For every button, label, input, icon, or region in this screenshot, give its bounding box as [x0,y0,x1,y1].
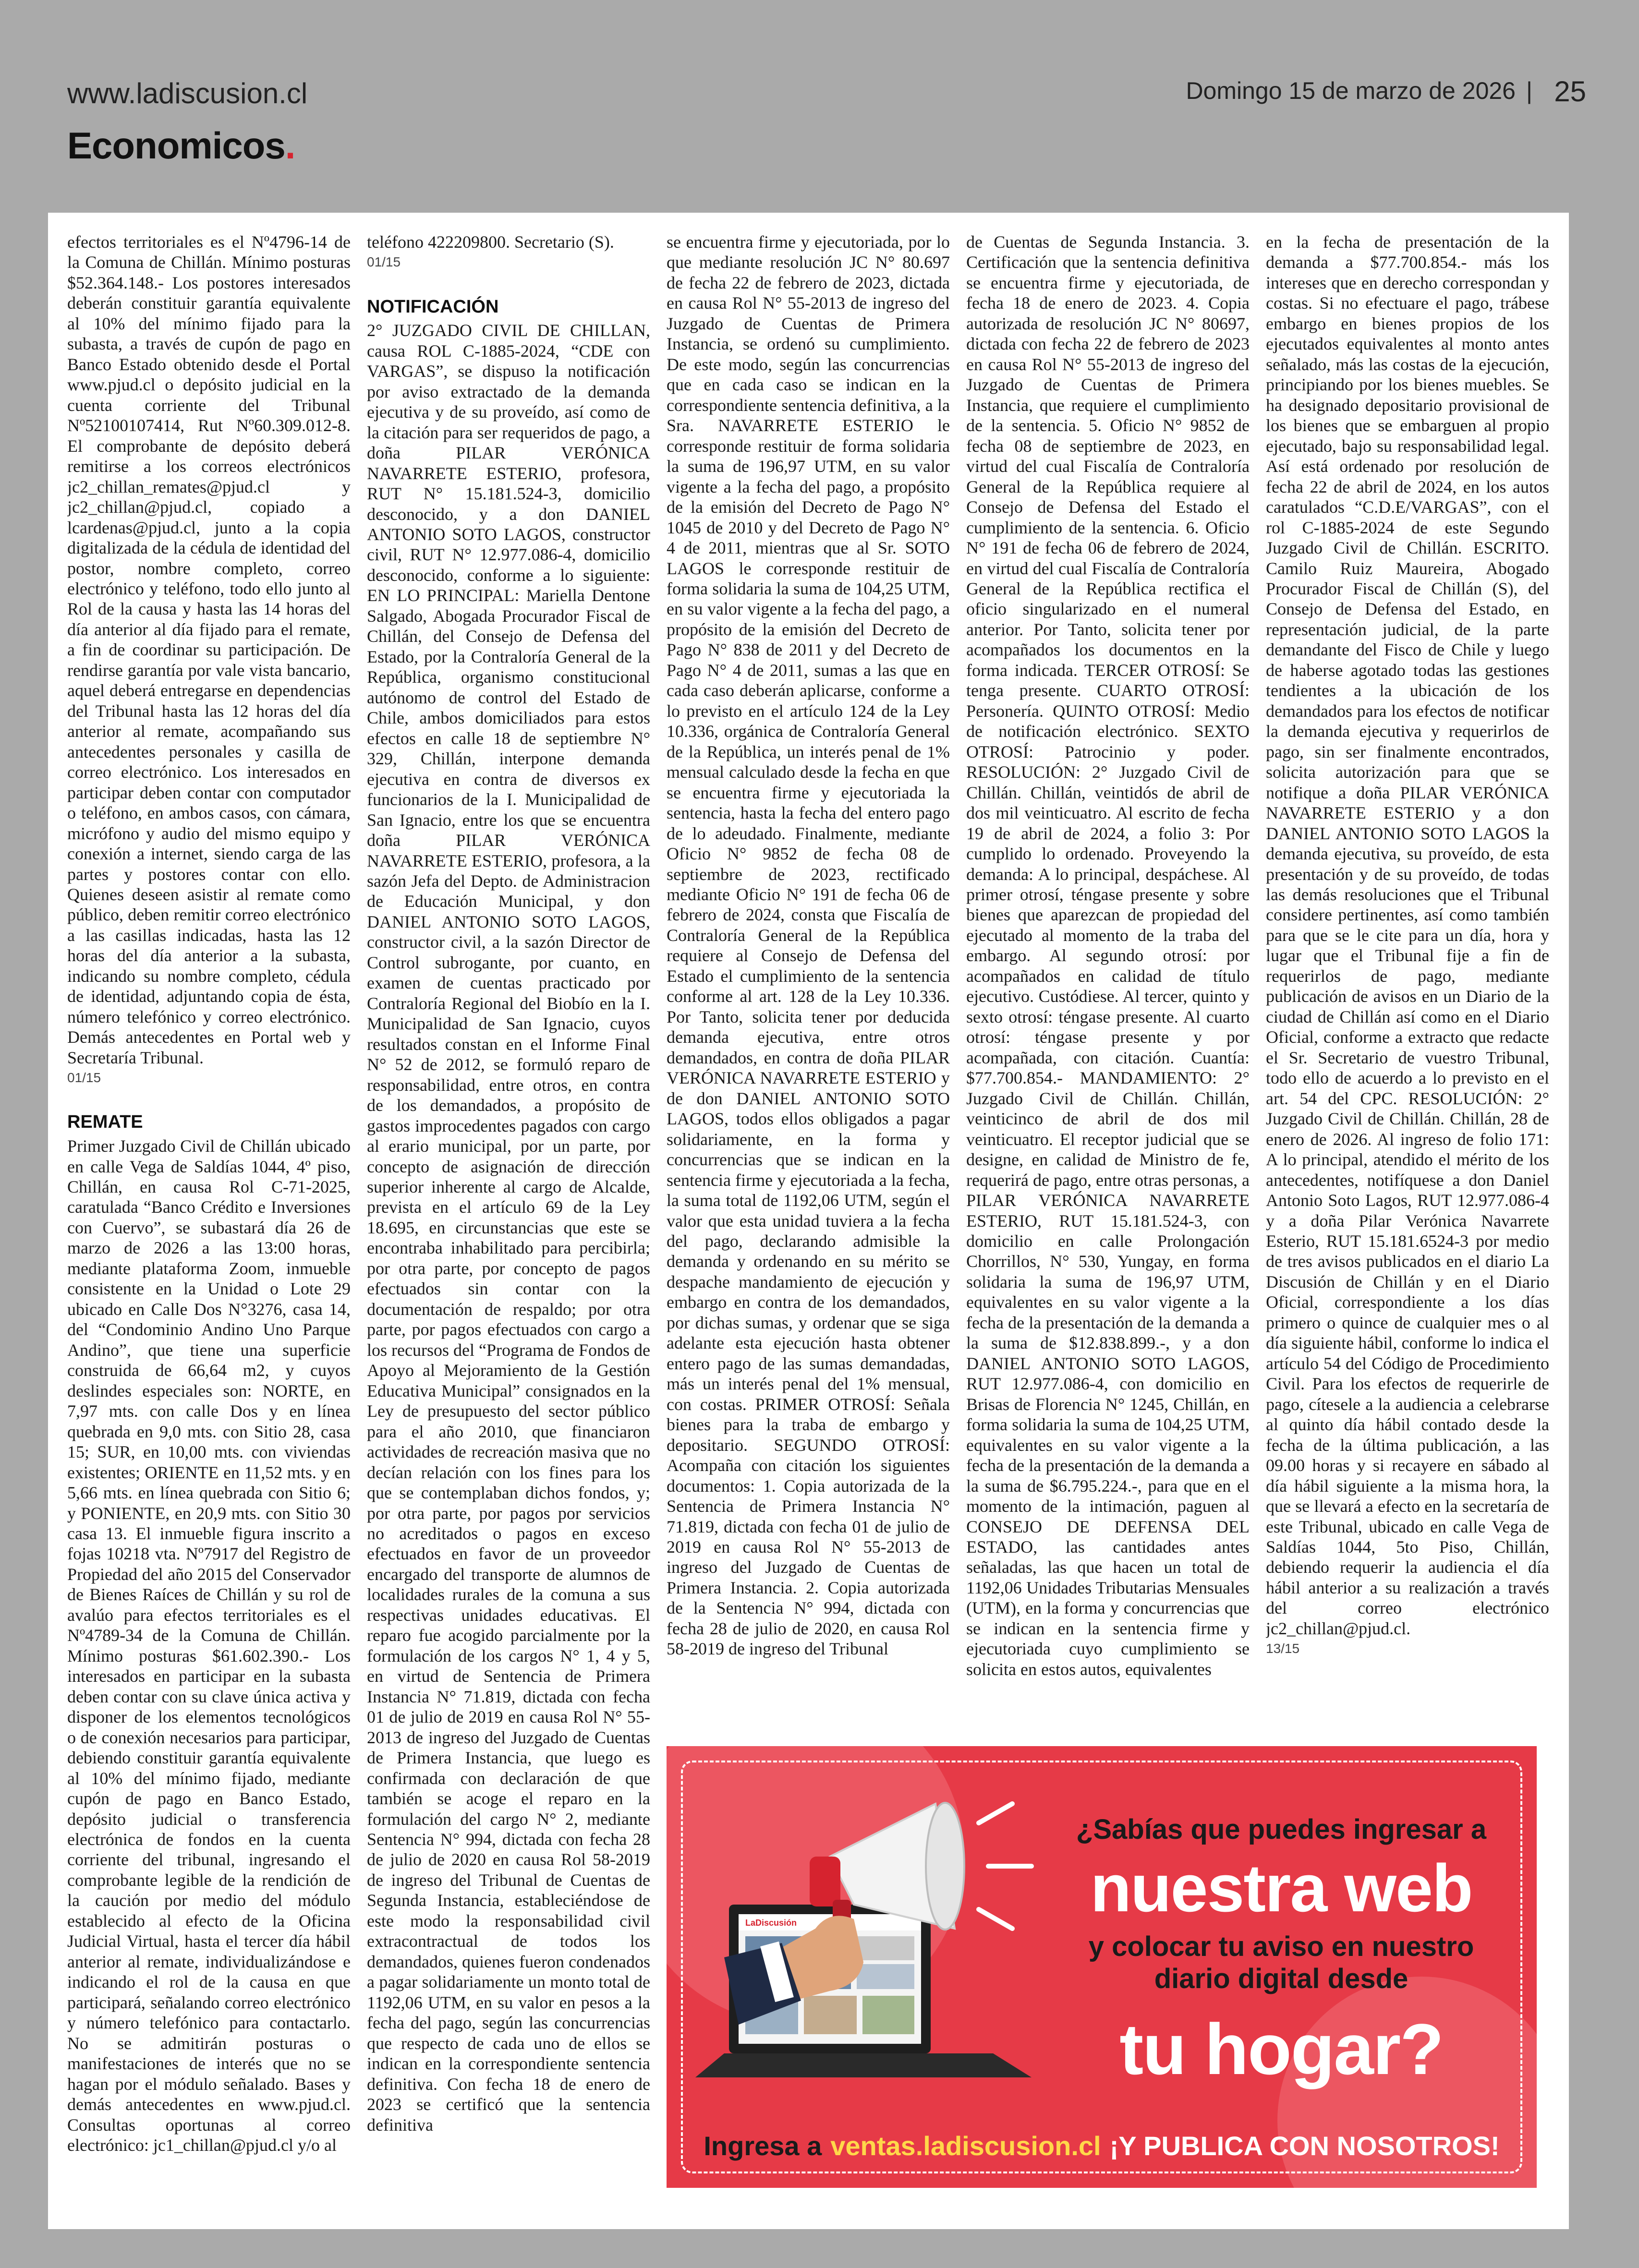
column-4 [966,232,1250,1711]
section-title-text: Economicos [67,124,285,167]
laptop-brand: LaDiscusión [745,1918,797,1928]
column-3 [667,232,950,1711]
remate-heading: REMATE [67,1112,143,1133]
date-text: Domingo 15 de marzo de 2026 [1186,77,1516,104]
notice-code: 13/15 [1266,1641,1300,1656]
section-title-dot: . [285,124,295,167]
site-url[interactable]: www.ladiscusion.cl [67,77,308,109]
remate-notice: Primer Juzgado Civil de Chillán ubicado en calle Vega de Saldías 1044, 4º piso, Chillán, en causa Rol C-71-2025, caratulada “Banco Crédito e Inversiones con Cuervo”, se subastará día 26 de marzo de 2026 a las 13:00 horas, mediante plataforma Zoom, inmueble consistente en la Unidad o Lote 29 ubicado en Calle Dos N°3276, casa 14, del “Condominio Andino Uno Parque Andino”, que tiene una superficie construida de 66,64 m2, y cuyos deslindes especiales son: NORTE, en 7,97 mts. con calle Dos y en línea quebrada en 9,0 mts. con Sitio 28, casa 15; SUR, en 10,00 mts. con viviendas existentes; ORIENTE en 11,52 mts. y en 5,66 mts. en línea quebrada con Sitio 6; y PONIENTE, en 20,9 mts. con Sitio 30 casa 13. El inmueble figura inscrito a fojas 10218 vta. Nº7917 del Registro de Propiedad del año 2015 del Conservador de Bienes Raíces de Chillán y su rol de avalúo para efectos territoriales es el Nº4789-34 de la Comuna de Chillán. Mínimo posturas $61.602.390.- Los interesados en participar en la subasta deben contar con su clave única activa y disponer de los elementos tecnológicos o de conexión necesarios para participar, debiendo constituir garantía equivalente al 10% del mínimo fijado, mediante cupón de pago en Banco Estado, depósito judicial o transferencia electrónica de fondos en la cuenta corriente del tribunal, ingresando el comprobante legible de la rendición de la caución por medio del módulo establecido al efecto de la Oficina Judicial Virtual, hasta el tercer día hábil anterior al remate, individualizándose e indicando el rol de la causa en que participará, señalando correo electrónico y número telefónico para contactarlo. No se admitirán posturas o manifestaciones de interés que no se hagan por el módulo señalado. Bases y demás antecedentes en www.pjud.cl. Consultas oportunas al correo electrónico: jc1_chillan@pjud.cl y/o al [67,1136,351,2155]
ad-question-line-1: ¿Sabías que puedes ingresar a [1076,1814,1487,1845]
section-title [67,124,295,168]
web-ad-banner[interactable] [667,1746,1537,2188]
notificacion-continuation: se encuentra firme y ejecutoriada, por lo que mediante resolución JC N° 80.697 de fecha 22 de febrero de 2023, dictada en causa Rol N° 55-2013 de ingreso del Juzgado de Cuentas de Primera Instancia, se ordenó su cumplimiento. De este modo, según las concurrencias que en cada caso se indican en la correspondiente sentencia definitiva, a la Sra. NAVARRETE ESTERIO le corresponde restituir de forma solidaria la suma de 196,97 UTM, en su valor vigente a la fecha del pago, a propósito de la emisión del Decreto de Pago N° 1045 de 2010 y del Decreto de Pago N° 4 de 2011, mientras que al Sr. SOTO LAGOS le corresponde restituir de forma solidaria la suma de 104,25 UTM, en su valor vigente a la fecha del pago, a propósito de la emisión del Decreto de Pago N° 838 de 2011 y del Decreto de Pago N° 4 de 2011, sumas a las que en cada caso deberán aplicarse, conforme a lo previsto en el artículo 124 de la Ley 10.336, orgánica de Contraloría General de la República, un interés penal de 1% mensual calculado desde la fecha en que se encuentra firme y ejecutoriada la sentencia, hasta la fecha del entero pago de lo adeudado. Finalmente, mediante Oficio N° 9852 de fecha 08 de septiembre de 2023, rectificado mediante Oficio N° 191 de fecha 06 de febrero de 2024, consta que Fiscalía de Contraloría General de la República requiere al Consejo de Defensa del Estado el cumplimiento de la sentencia conforme al art. 128 de la Ley 10.336. Por Tanto, solicita tener por deducida demanda ejecutiva, entre otros demandados, en contra de doña PILAR VERÓNICA NAVARRETE ESTERIO y de don DANIEL ANTONIO SOTO LAGOS, todos ellos obligados a pagar solidariamente, en la forma y concurrencias que se indican en la sentencia firme y ejecutoriada a la fecha, la suma total de 1192,06 UTM, según el valor que esta unidad tuviera a la fecha del pago, declarando admisible la demanda y ordenando en su mérito se despache mandamiento de ejecución y embargo en contra de los demandados, por dichas sumas, y ordenar que se siga adelante esta ejecución hasta obtener entero pago de las sumas demandadas, más un interés penal del 1% mensual, con costas. PRIMER OTROSÍ: Señala bienes para la traba de embargo y depositario. SEGUNDO OTROSÍ: Acompaña con citación los siguientes documentos: 1. Copia autorizada de la Sentencia de Primera Instancia N° 71.819, dictada con fecha 01 de julio de 2019 en causa Rol N° 55-2013 de ingreso del Juzgado de Cuentas de Primera Instancia. 2. Copia autorizada de la Sentencia N° 994, dictada con fecha 28 de julio de 2020, en causa Rol 58-2019 de ingreso del Tribunal [667,232,950,1659]
column-2 [367,232,650,2210]
laptop-megaphone-illustration [695,1785,1060,2097]
notice-code: 01/15 [67,1070,101,1086]
ad-call-to-action: ¡Y PUBLICA CON NOSOTROS! [1109,2131,1500,2161]
notificacion-continuation: de Cuentas de Segunda Instancia. 3. Certificación que la sentencia definitiva se encuentra firme y ejecutoriada, de fecha 18 de enero de 2023. 4. Copia autorizada de resolución JC N° 80697, dictada con fecha 22 de febrero de 2023 en causa Rol N° 55-2013 de ingreso del Juzgado de Cuentas de Primera Instancia, que requiere el cumplimiento de la sentencia. 5. Oficio N° 9852 de fecha 08 de septiembre de 2023, en virtud del cual Fiscalía de Contraloría General de la República requiere al Consejo de Defensa del Estado el cumplimiento de la sentencia. 6. Oficio N° 191 de fecha 06 de febrero de 2024, en virtud del cual Fiscalía de Contraloría General de la República rectifica el oficio singularizado en el numeral anterior. Por Tanto, solicita tener por acompañados los documentos en la forma indicada. TERCER OTROSÍ: Se tenga presente. CUARTO OTROSÍ: Personería. QUINTO OTROSÍ: Medio de notificación electrónico. SEXTO OTROSÍ: Patrocinio y poder. RESOLUCIÓN: 2° Juzgado Civil de Chillán. Chillán, veintidós de abril de dos mil veinticuatro. Al escrito de fecha 19 de abril de 2024, a folio 3: Por cumplido lo ordenado. Proveyendo la demanda: A lo principal, despáchese. Al primer otrosí, téngase presente y sobre bienes que aparezcan de propiedad del ejecutado al momento de la traba del embargo. Al segundo otrosí: por acompañados en calidad de título ejecutivo. Custódiese. Al tercer, quinto y sexto otrosí: téngase presente. Al cuarto otrosí: téngase presente y por acompañada, con citación. Cuantía: $77.700.854.- MANDAMIENTO: 2° Juzgado Civil de Chillán. Chillán, veinticinco de abril de dos mil veinticuatro. El receptor judicial que se designe, en calidad de Ministro de fe, requerirá de pago, entre otras personas, a PILAR VERÓNICA NAVARRETE ESTERIO, RUT 15.181.524-3, con domicilio en calle Prolongación Chorrillos, N° 530, Yungay, en forma solidaria la suma de 196,97 UTM, equivalentes en su valor vigente a la fecha de la presentación de la demanda a la suma de $12.838.899.-, y a don DANIEL ANTONIO SOTO LAGOS, RUT 12.977.086-4, con domicilio en Brisas de Florencia N° 1245, Chillán, en forma solidaria la suma de 104,25 UTM, equivalentes en su valor vigente a la fecha de la presentación de la demanda a la suma de $6.795.224.-, para que en el momento de la intimación, paguen al CONSEJO DE DEFENSA DEL ESTADO, las cantidades antes señaladas, las que hacen un total de 1192,06 Unidades Tributarias Mensuales (UTM), en la forma y concurrencias que se indican en la sentencia firme y ejecutoriada cuyo cumplimiento se solicita en estos autos, equivalentes [966,232,1250,1679]
notice-continuation: efectos territoriales es el Nº4796-14 de la Comuna de Chillán. Mínimo posturas $52.364.148.- Los postores interesados deberán constituir garantía equivalente al 10% del mínimo fijado para la subasta, a través de cupón de pago en Banco Estado obtenido desde el Portal www.pjud.cl o depósito judicial en la cuenta corriente del Tribunal Nº52100107414, Rut Nº60.309.012-8. El comprobante de depósito deberá remitirse a los correos electrónicos jc2_chillan_remates@pjud.cl y jc2_chillan@pjud.cl, copiado a lcardenas@pjud.cl, junto a la copia digitalizada de la cédula de identidad del postor, nombre completo, correo electrónico y teléfono, todo ello junto al Rol de la causa y hasta las 14 horas del día anterior al día fijado para el remate, a fin de coordinar su participación. De rendirse garantía por vale vista bancario, aquel deberá entregarse en dependencias del Tribunal hasta las 12 horas del día anterior al remate, acompañando sus antecedentes personales y casilla de correo electrónico. Los interesados en participar deben contar con computador o teléfono, en ambos casos, con cámara, micrófono y audio del mismo equipo y conexión a internet, siendo carga de las partes y postores contar con ello. Quienes deseen asistir al remate como público, deben remitir correo electrónico a las casillas indicadas, hasta las 12 horas del día anterior a la subasta, indicando su nombre completo, cédula de identidad, adjuntando copia de ésta, número telefónico y correo electrónico. Demás antecedentes en Portal web y Secretaría Tribunal. [67,232,351,1067]
ad-question-line-2: y colocar tu aviso en nuestro diario digital desde [1088,1931,1474,1994]
column-1 [67,232,351,2210]
ad-sales-link[interactable]: ventas.ladiscusion.cl [830,2131,1101,2161]
ad-headline-home: tu hogar? [1119,2009,1443,2089]
ad-headline-web: nuestra web [1090,1850,1472,1926]
notificacion-notice: 2° JUZGADO CIVIL DE CHILLAN, causa ROL C-1885-2024, “CDE con VARGAS”, se dispuso la notificación por aviso extractado de la demanda ejecutiva y de su proveído, así como de la citación para ser requeridos de pago, a doña PILAR VERÓNICA NAVARRETE ESTERIO, profesora, RUT N° 15.181.524-3, domicilio desconocido, y a don DANIEL ANTONIO SOTO LAGOS, constructor civil, RUT N° 12.977.086-4, domicilio desconocido, conforme a lo siguiente: EN LO PRINCIPAL: Mariella Dentone Salgado, Abogada Procurador Fiscal de Chillán, del Consejo de Defensa del Estado, por la Contraloría General de la República, organismo constitucional autónomo de control del Estado de Chile, ambos domiciliados para estos efectos en calle 18 de septiembre N° 329, Chillán, interpone demanda ejecutiva en contra de diversos ex funcionarios de la I. Municipalidad de San Ignacio, entre los que se encuentra doña PILAR VERÓNICA NAVARRETE ESTERIO, profesora, a la sazón Jefa del Depto. de Administracion de Educación Municipal, y don DANIEL ANTONIO SOTO LAGOS, constructor civil, a la sazón Director de Control subrogante, por cuanto, en examen de cuentas practicado por Contraloría Regional del Biobío en la I. Municipalidad de San Ignacio, cuyos resultados constan en el Informe Final N° 52 de 2012, se formuló reparo de responsabilidad, entre otros, en contra de los demandados, a propósito de gastos improcedentes pagados con cargo al erario municipal, por un parte, por concepto de asignación de dirección superior inherente al cargo de Alcalde, prevista en el artículo 69 de la Ley 18.695, en circunstancias que este se encontraba inhabilitado para percibirla; por otra parte, por concepto de pagos efectuados sin contar con la documentación de respaldo; por otra parte, por pagos efectuados con cargo a los recursos del “Programa de Fondos de Apoyo al Mejoramiento de la Gestión Educativa Municipal” consignados en la Ley de presupuesto del sector público para el año 2010, que financiaron actividades de recreación masiva que no decían relación con los fines para los que se contemplaban dichos fondos, y; por otra parte, por pagos por servicios no acreditados o pagos en exceso efectuados en favor de un proveedor encargado del transporte de alumnos de localidades rurales de la comuna a sus respectivas unidades educativas. El reparo fue acogido parcialmente por la formulación de los cargos N° 1, 4 y 5, en virtud de Sentencia de Primera Instancia N° 71.819, dictada con fecha 01 de julio de 2019 en causa Rol N° 55-2013 de ingreso del Juzgado de Cuentas de Primera Instancia, que luego es confirmada con declaración de que también se acoge el reparo en la formulación del cargo N° 2, mediante Sentencia N° 994, dictada con fecha 28 de julio de 2020 en causa Rol 58-2019 de ingreso del Tribunal de Cuentas de Segunda Instancia, estableciéndose de este modo la responsabilidad civil extracontractual de todos los demandados, quienes fueron condenados a pagar solidariamente un monto total de 1192,06 UTM, en su valor en pesos a la fecha del pago, según las concurrencias que respecto de cada uno de ellos se indican en la correspondiente sentencia definitiva. Con fecha 18 de enero de 2023 se certificó que la sentencia definitiva [367,321,650,2135]
notificacion-heading: NOTIFICACIÓN [367,296,499,317]
ad-footer [695,2130,1508,2161]
date-separator: | [1526,77,1532,104]
ad-footer-prefix: Ingresa a [704,2131,822,2161]
notice-continuation: teléfono 422209800. Secretario (S). [367,232,614,252]
page-number: 25 [1554,75,1586,108]
notificacion-continuation: en la fecha de presentación de la demanda a $77.700.854.- más los intereses que en derecho correspondan y costas. Si no efectuare el pago, trábese embargo en bienes propios de los ejecutados equivalentes al monto antes señalado, más las costas de la ejecución, principiando por los bienes muebles. Se ha designado depositario provisional de los bienes que se embarguen al propio ejecutado, bajo su responsabilidad legal. Así está ordenado por resolución de fecha 22 de abril de 2024, en los autos caratulados “C.D.E/VARGAS”, con el rol C-1885-2024 de este Segundo Juzgado Civil de Chillán. ESCRITO. Camilo Ruiz Maureira, Abogado Procurador Fiscal de Chillán (S), del Consejo de Defensa del Estado, en representación judicial, de la parte demandante del Fisco de Chile y luego de haberse agotado todas las gestiones tendientes a la ubicación de los demandados para los efectos de notificar la demanda ejecutiva y requerirlos de pago, sin ser finalmente encontrados, solicita autorización para que se notifique a doña PILAR VERÓNICA NAVARRETE ESTERIO y a don DANIEL ANTONIO SOTO LAGOS la demanda ejecutiva, su proveído, de esta presentación y de su proveído, de todas las demás resoluciones que el Tribunal considere pertinentes, así como también para que se le cite para un día, hora y lugar que el Tribunal fije a fin de requerirlos de pago, mediante publicación de avisos en un Diario de la ciudad de Chillán así como en el Diario Oficial, conforme a extracto que redacte el Sr. Secretario de vuestro Tribunal, todo ello de acuerdo a lo previsto en el art. 54 del CPC. RESOLUCIÓN: 2° Juzgado Civil de Chillán. Chillán, 28 de enero de 2026. Al ingreso de folio 171: A lo principal, atendido el mérito de los antecedentes, notifíquese a don Daniel Antonio Soto Lagos, RUT 12.977.086-4 y a doña Pilar Verónica Navarrete Esterio, RUT 15.181.6524-3 por medio de tres avisos publicados en el diario La Discusión de Chillán y en el Diario Oficial, correspondiente a los días primero o quince de cualquier mes o al día siguiente hábil, conforme lo indica el artículo 54 del Código de Procedimiento Civil. Para los efectos de requerirle de pago, cítesele a la audiencia a celebrarse al quinto día hábil contado desde la fecha de la última publicación, a las 09.00 horas y si recayere en sábado al día hábil siguiente a la misma hora, la que se llevará a efecto en la secretaría de este Tribunal, ubicado en calle Vega de Saldías 1044, 5to Piso, Chillán, debiendo requerir la audiencia el día hábil anterior a su realización a través del correo electrónico jc2_chillan@pjud.cl. [1266,232,1549,1638]
notice-code: 01/15 [367,254,401,270]
issue-date [1186,77,1543,105]
column-5 [1266,232,1549,1711]
